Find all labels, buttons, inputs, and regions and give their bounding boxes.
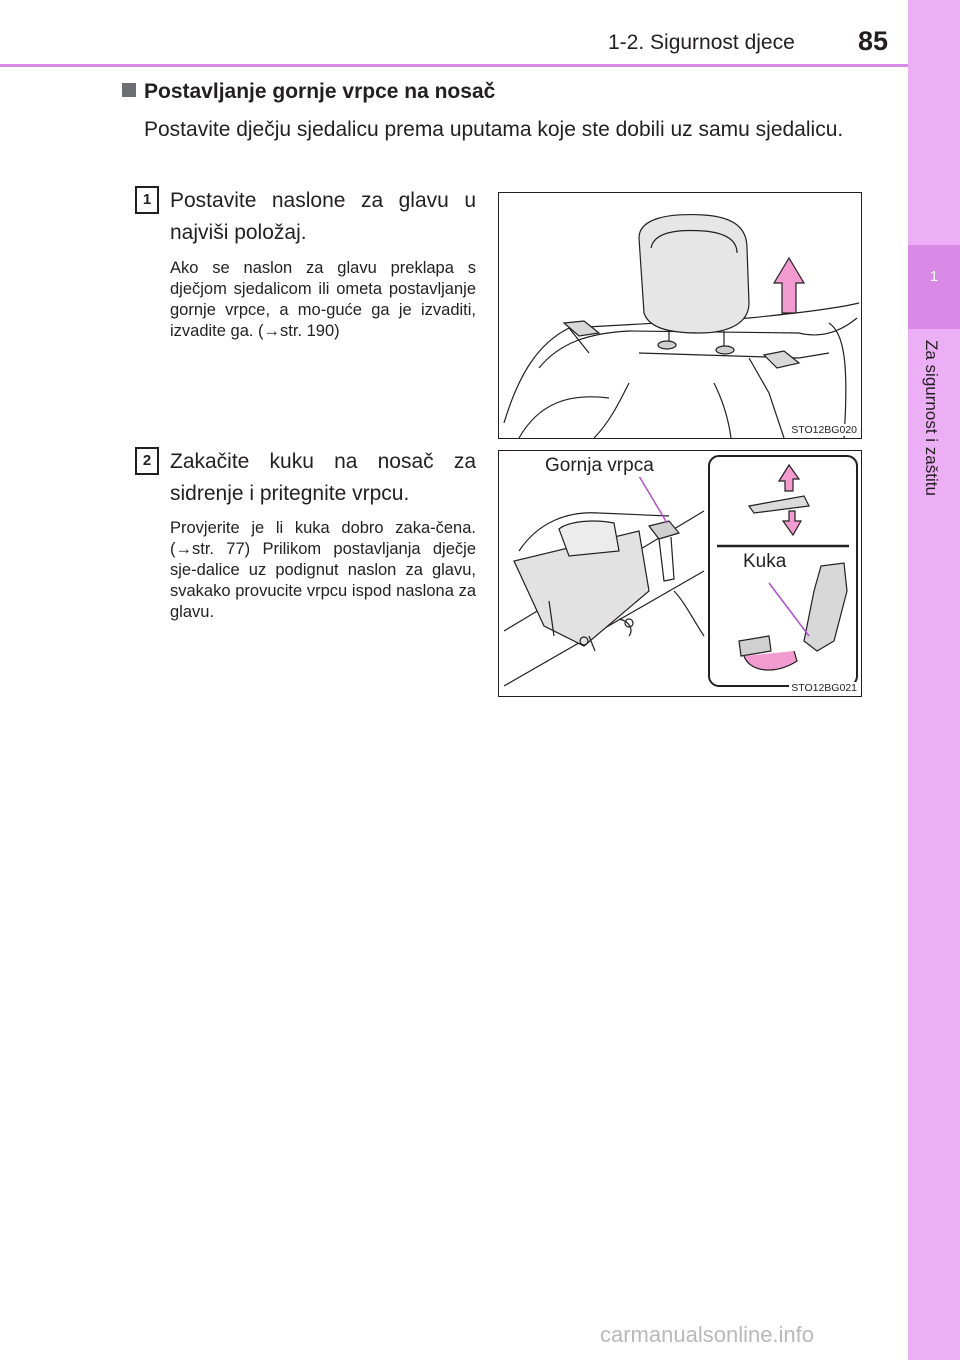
figure-code: STO12BG020: [791, 424, 857, 436]
page-number: 85: [858, 26, 889, 56]
headrest-illustration: [499, 193, 861, 438]
watermark: carmanualsonline.info: [600, 1322, 815, 1347]
step-2-note: Provjerite je li kuka dobro zaka-čena. (→str. 77) Prilikom postavljanja dječje sje-dalice uz podignut naslon za glavu, svakako provucite vrpcu ispod naslona za glavu.: [170, 519, 476, 621]
square-bullet-icon: [122, 83, 136, 97]
figure-code: STO12BG021: [791, 682, 857, 694]
top-tether-label: Gornja vrpca: [545, 455, 654, 476]
section-title: 1-2. Sigurnost djece: [608, 31, 795, 54]
section-heading: [122, 80, 495, 104]
chapter-number-tab: [908, 245, 960, 329]
intro-paragraph: Postavite dječju sjedalicu prema uputama koje ste dobili uz samu sjedalicu.: [144, 118, 844, 141]
tether-hook-illustration: [499, 451, 861, 696]
step-2-text: Zakačite kuku na nosač za sidrenje i pritegnite vrpcu.: [170, 450, 476, 505]
step-1-number: 1: [135, 186, 159, 214]
tether-hook-figure: [498, 450, 862, 697]
chapter-number: 1: [929, 268, 939, 285]
step-1-text: Postavite naslone za glavu u najviši položaj.: [170, 189, 476, 244]
headrest-figure: [498, 192, 862, 439]
chapter-title: Za sigurnost i zaštitu: [922, 340, 941, 496]
hook-label: Kuka: [743, 551, 787, 572]
section-heading-text: Postavljanje gornje vrpce na nosač: [144, 80, 496, 103]
chapter-sidebar: [908, 0, 960, 1360]
header-rule: [0, 64, 908, 67]
step-2-number: 2: [135, 447, 159, 475]
step-1-note: Ako se naslon za glavu preklapa s dječjom sjedalicom ili ometa postavljanje gornje vrpce, a mo-guće ga je izvaditi, izvadite ga. (→str. 190): [170, 259, 476, 340]
